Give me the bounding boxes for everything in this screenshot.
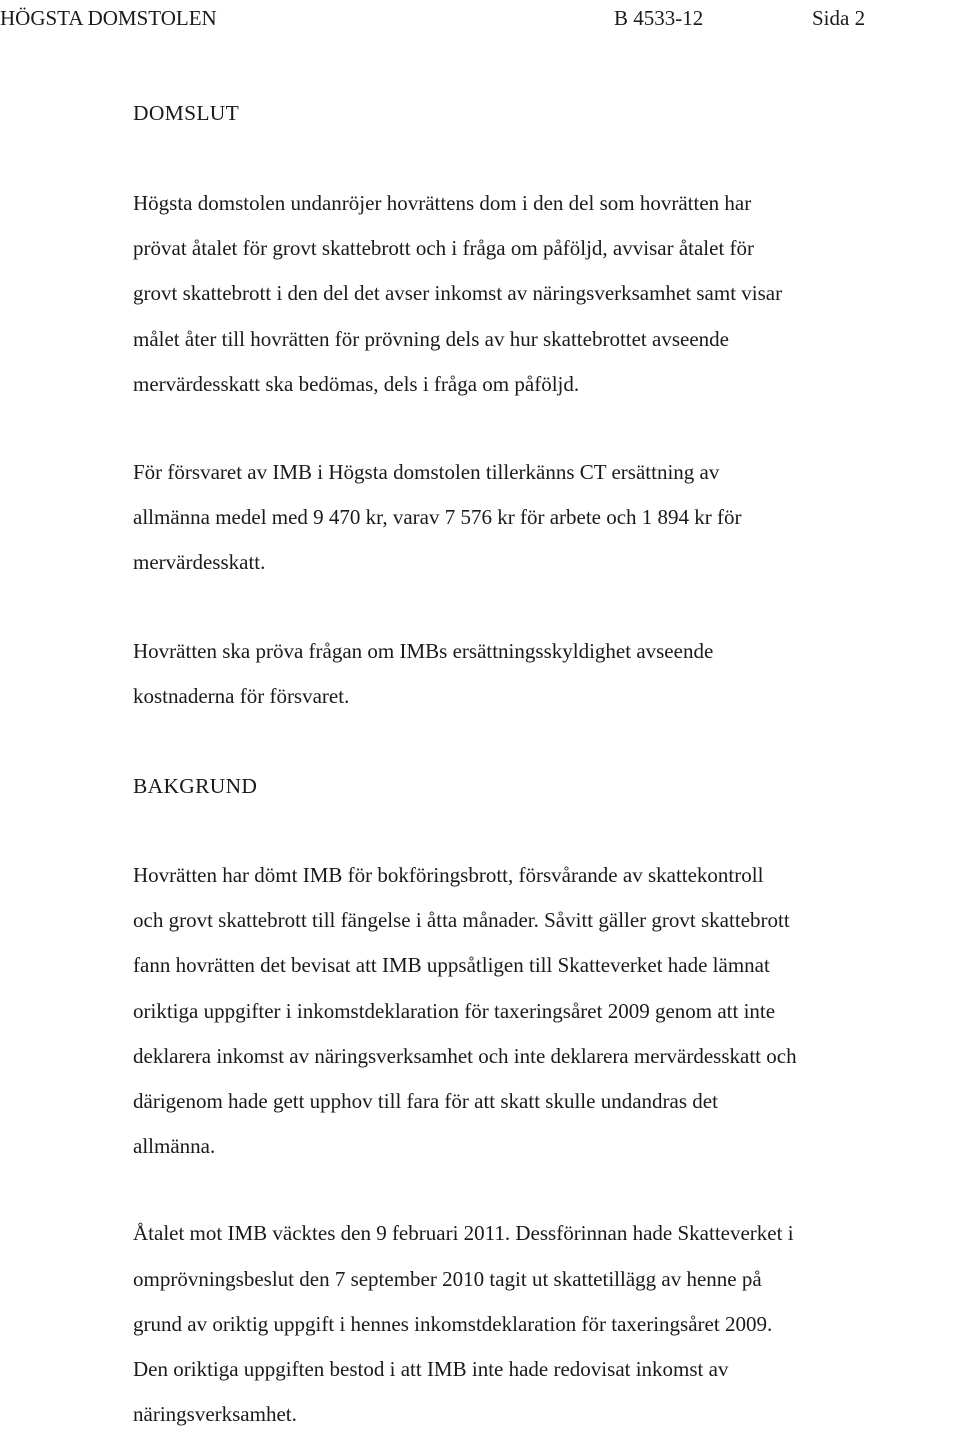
text-line: Åtalet mot IMB väcktes den 9 februari 2011. Dessförinnan hade Skatteverket i — [133, 1221, 794, 1246]
bakgrund-heading: BAKGRUND — [133, 774, 258, 799]
text-line: och grovt skattebrott till fängelse i åtta månader. Såvitt gäller grovt skattebrott — [133, 908, 790, 933]
page-header — [0, 4, 960, 34]
text-line: allmänna medel med 9 470 kr, varav 7 576 kr för arbete och 1 894 kr för — [133, 505, 742, 530]
text-line: kostnaderna för försvaret. — [133, 683, 350, 708]
text-line: grovt skattebrott i den del det avser inkomst av näringsverksamhet samt visar — [133, 281, 783, 306]
text-line: prövat åtalet för grovt skattebrott och i fråga om påföljd, avvisar åtalet för — [133, 236, 755, 261]
page-number: Sida 2 — [812, 6, 866, 30]
case-number: B 4533-12 — [614, 6, 704, 30]
text-line: Hovrätten har dömt IMB för bokföringsbrott, försvårande av skattekontroll — [133, 863, 764, 888]
text-line: näringsverksamhet. — [133, 1402, 297, 1427]
bakgrund-paragraph-1 — [133, 853, 948, 1169]
text-line: därigenom hade gett upphov till fara för att skatt skulle undandras det — [133, 1089, 718, 1114]
text-line: deklarera inkomst av näringsverksamhet och inte deklarera mervärdesskatt och — [133, 1043, 797, 1068]
text-line: målet åter till hovrätten för prövning dels av hur skattebrottet avseende — [133, 326, 729, 351]
court-name: HÖGSTA DOMSTOLEN — [0, 6, 217, 30]
text-line: mervärdesskatt. — [133, 550, 266, 575]
bakgrund-paragraph-2 — [133, 1211, 948, 1437]
domslut-paragraph-3 — [133, 629, 948, 719]
text-line: För försvaret av IMB i Högsta domstolen tillerkänns CT ersättning av — [133, 460, 720, 485]
text-line: grund av oriktig uppgift i hennes inkomstdeklaration för taxeringsåret 2009. — [133, 1311, 773, 1336]
domslut-paragraph-2 — [133, 450, 948, 586]
text-line: allmänna. — [133, 1134, 216, 1159]
text-line: oriktiga uppgifter i inkomstdeklaration för taxeringsåret 2009 genom att inte — [133, 998, 776, 1023]
document-body — [133, 94, 948, 1437]
domslut-paragraph-1 — [133, 181, 948, 407]
text-line: omprövningsbeslut den 7 september 2010 tagit ut skattetillägg av henne på — [133, 1266, 762, 1291]
text-line: Högsta domstolen undanröjer hovrättens dom i den del som hovrätten har — [133, 191, 752, 215]
text-line: fann hovrätten det bevisat att IMB uppsåtligen till Skatteverket hade lämnat — [133, 953, 770, 978]
text-line: Hovrätten ska pröva frågan om IMBs ersättningsskyldighet avseende — [133, 638, 714, 663]
text-line: mervärdesskatt ska bedömas, dels i fråga om påföljd. — [133, 371, 580, 396]
domslut-heading: DOMSLUT — [133, 101, 240, 125]
text-line: Den oriktiga uppgiften bestod i att IMB inte hade redovisat inkomst av — [133, 1357, 729, 1382]
